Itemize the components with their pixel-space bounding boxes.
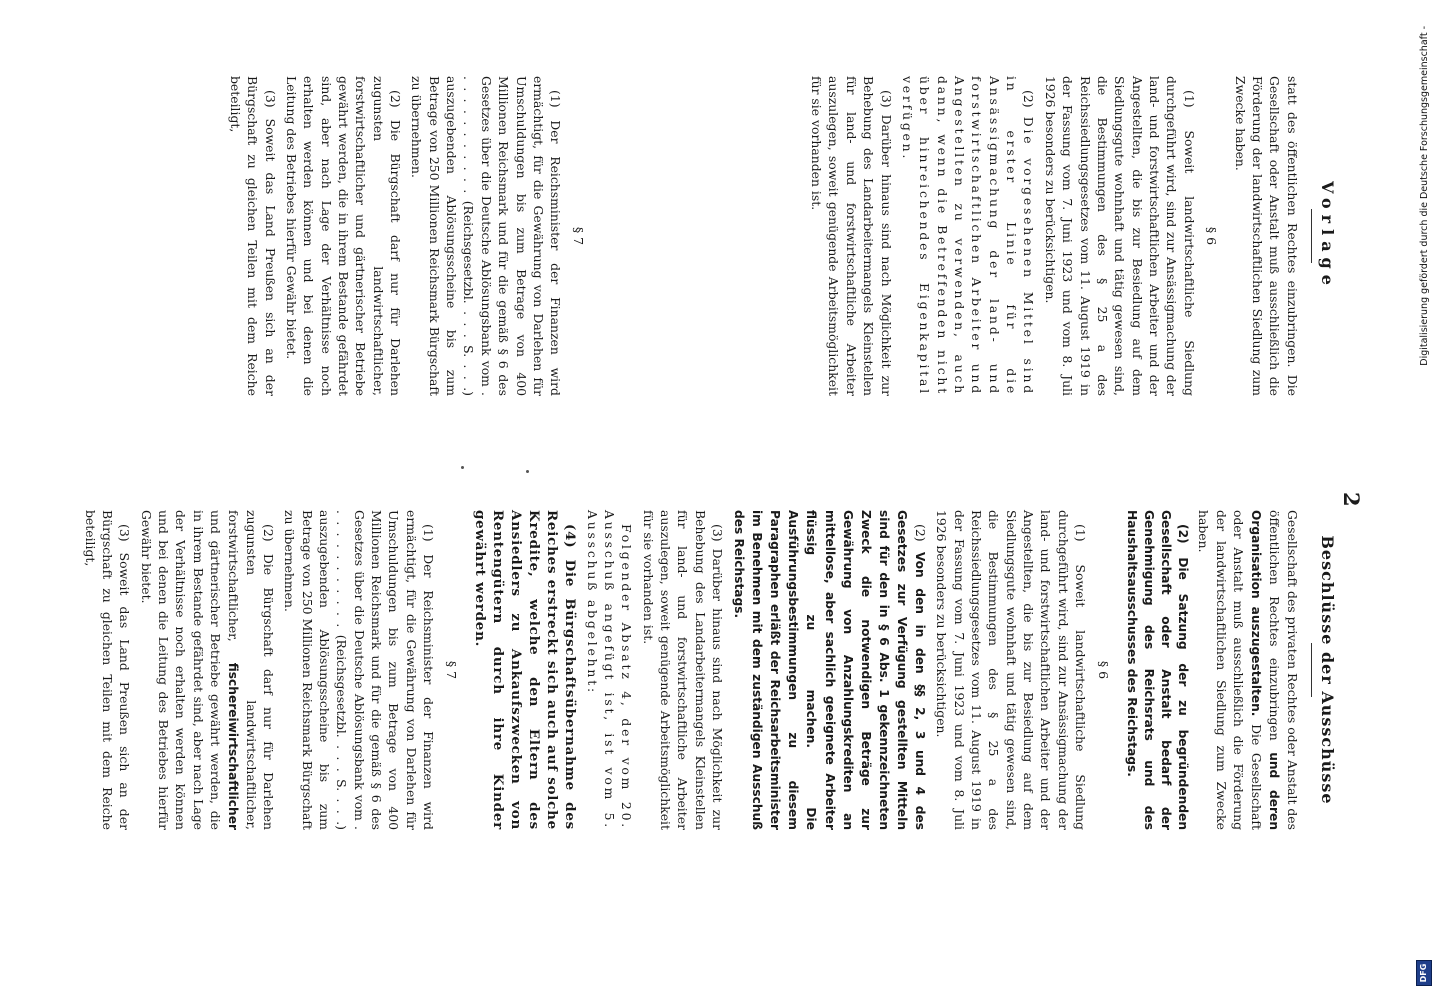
header-rule (1311, 643, 1312, 697)
section-6-para-2-lead: (2) (912, 524, 928, 542)
section-6-para-3: (3) Darüber hinaus sind nach Möglichkeit zur Behebung des Landarbeitermangels Kleinstellen für land- und forstwirtschaftliche Arbeiter auszulegen, soweit genügende Arbeitsmöglichkeit für sie vorhanden ist. (640, 510, 726, 830)
dfg-logo: DFG (1416, 960, 1432, 986)
section-7-para-1: (1) Der Reichsminister der Finanzen wird ermächtigt, für die Gewährung von Darlehen für Umschuldungen bis zum Betrage von 400 Millionen Reichsmark und für die gemäß § 6 des Gesetzes über die Deutsche Ablösungsbank vom . . . . . . . . . . . . (Reichsgesetzbl. . . . S. . . .) auszugebenden Ablösungsscheine bis zum Betrage von 250 Millionen Reichsmark Bürgschaft zu übernehmen. (409, 76, 564, 396)
section-7-title: § 7 (443, 660, 459, 680)
section-6-para-4: (4) Die Bürgschaftsübernahme des Reiches erstreckt sich auch auf solche Kredite, welche den Eltern des Ansiedlers zu Ankaufszwecken von Rentengütern durch ihre Kinder gewährt werden. (471, 510, 579, 830)
intro-text-bold: und deren Organisation auszugestalten. (1249, 510, 1282, 830)
scan-speck (461, 466, 464, 469)
digitization-credit: Digitalisierung gefördert durch die Deutsche Forschungsgemeinschaft - (1419, 26, 1430, 366)
intro-text-a: Gesellschaft des privaten Rechtes oder Anstalt des öffentlichen Rechtes einzubringen (1267, 510, 1300, 830)
section-6-para-3: (3) Darüber hinaus sind nach Möglichkeit zur Behebung des Landarbeitermangels Kleinstellen für land- und forstwirtschaftliche Arbeiter auszulegen, soweit genügende Arbeitsmöglichkeit für sie vorhanden ist. (809, 76, 894, 396)
section-6-para-2-bold: Von den in den §§ 2, 3 und 4 des Gesetzes zur Verfügung gestellten Mitteln sind für den in § 6 Abs. 1 gekennzeichneten Zweck die notwendigen Beträge zur Gewährung von Anzahlungskrediten an mittellose, aber sachlich geeignete Arbeiter flüssig zu machen. Die Ausführungsbestimmungen zu diesem Paragraphen erläßt der Reichsarbeitsminister im Benehmen mit dem zuständigen Ausschuß des Reichstags. (732, 510, 927, 830)
section-7-para-2-b: und gärtnerischer Betriebe gewährt werden, die in ihrem Bestande gefährdet sind, aber nach Lage der Verhältnisse noch erhalten werden können und bei denen die Leitung des Betriebes hierfür Gewähr bietet. (138, 510, 224, 830)
section-7-para-3: (3) Soweit das Land Preußen sich an der Bürgschaft zu gleichen Teilen mit dem Reiche beteiligt, (82, 510, 133, 830)
section-7-para-3: (3) Soweit das Land Preußen sich an der Bürgschaft zu gleichen Teilen mit dem Reiche beteiligt, (227, 76, 278, 396)
section-7-para-2-a: (2) Die Bürgschaft darf nur für Darlehen zugunsten landwirtschaftlicher, forstwirtschaftlicher, (226, 510, 276, 830)
section-6-note: Folgender Absatz 4, der vom 20. Ausschuß angefügt ist, ist vom 5. Ausschuß abgelehnt: (584, 510, 635, 830)
section-7-title: § 7 (570, 226, 586, 246)
intro-text-c: Die Gesellschaft oder Anstalt muß ausschließlich die Förderung der landwirtschaftlichen Siedlung zum Zwecke haben. (1196, 510, 1265, 830)
section-6-para-2 (730, 510, 929, 830)
column-header-vorlage: Vorlage (1318, 181, 1337, 291)
intro-paragraph (1195, 510, 1301, 830)
section-6-para-2-lead: (2) (1021, 90, 1037, 108)
scan-speck (526, 470, 529, 473)
digitization-footer (1412, 0, 1434, 1000)
intro-paragraph: statt des öffentlichen Rechtes einzubringen. Die Gesellschaft oder Anstalt muß ausschließlich die Förderung der landwirtschaftlichen Siedlung zum Zwecke haben. (1232, 76, 1300, 396)
page-number: 2 (1339, 492, 1364, 507)
column-gap (598, 76, 804, 396)
column-beschluesse (77, 510, 1338, 830)
intro-bold-paragraph: (2) Die Satzung der zu begründenden Gesellschaft oder Anstalt bedarf der Genehmigung des Reichsrats und des Haushaltsausschusses des Reichstags. (1124, 510, 1191, 830)
section-6-para-1: (1) Soweit landwirtschaftliche Siedlung durchgeführt wird, sind zur Ansässigmachung der land- und forstwirtschaftlichen Arbeiter und der Angestellten, die bis zur Besiedlung auf dem Siedlungsgute wohnhaft und tätig gewesen sind, die Bestimmungen des § 25 a des Reichssiedlungsgesetzes vom 11. August 1919 in der Fassung vom 7. Juni 1923 und vom 8. Juli 1926 besonders zu berücksichtigen. (934, 510, 1089, 830)
section-6-title: § 6 (1095, 660, 1111, 680)
column-vorlage (222, 76, 1338, 396)
section-7-para-1: (1) Der Reichsminister der Finanzen wird ermächtigt, für die Gewährung von Darlehen für Umschuldungen bis zum Betrage von 400 Millionen Reichsmark und für die gemäß § 6 des Gesetzes über die Deutsche Ablösungsbank vom . . . . . . . . . . . . (Reichsgesetzbl. . . . S. . . .) auszugebenden Ablösungsscheine bis zum Betrage von 250 Millionen Reichsmark Bürgschaft zu übernehmen. (282, 510, 437, 830)
column-header-beschluesse: Beschlüsse der Ausschüsse (1318, 535, 1337, 805)
header-rule (1311, 209, 1312, 263)
section-6-title: § 6 (1204, 226, 1220, 246)
section-7-para-2-bold: fischereiwirtschaftlicher (226, 662, 241, 830)
section-6-para-1: (1) Soweit landwirtschaftliche Siedlung durchgeführt wird, sind zur Ansässigmachung der land- und forstwirtschaftlichen Arbeiter und der Angestellten, die bis zur Besiedlung auf dem Siedlungsgute wohnhaft und tätig gewesen sind, die Bestimmungen des § 25 a des Reichssiedlungsgesetzes vom 11. August 1919 in der Fassung vom 7. Juni 1923 und vom 8. Juli 1926 besonders zu berücksichtigen. (1042, 76, 1197, 396)
section-6-para-2 (899, 76, 1038, 396)
section-7-para-2 (137, 510, 277, 830)
section-6-para-2-spaced: Die vorgesehenen Mittel sind in erster Linie für die Ansässigmachung der land- und forstwirtschaftlichen Arbeiter und Angestellten zu verwenden, auch dann, wenn die Betreffenden nicht über hinreichendes Eigenkapital verfügen. (899, 76, 1037, 396)
section-7-para-2: (2) Die Bürgschaft darf nur für Darlehen zugunsten landwirtschaftlicher, forstwirtschaftlicher und gärtnerischer Betriebe gewährt werden, die in ihrem Bestande gefährdet sind, aber nach Lage der Verhältnisse noch erhalten werden können und bei denen die Leitung des Betriebes hierfür Gewähr bietet. (283, 76, 404, 396)
